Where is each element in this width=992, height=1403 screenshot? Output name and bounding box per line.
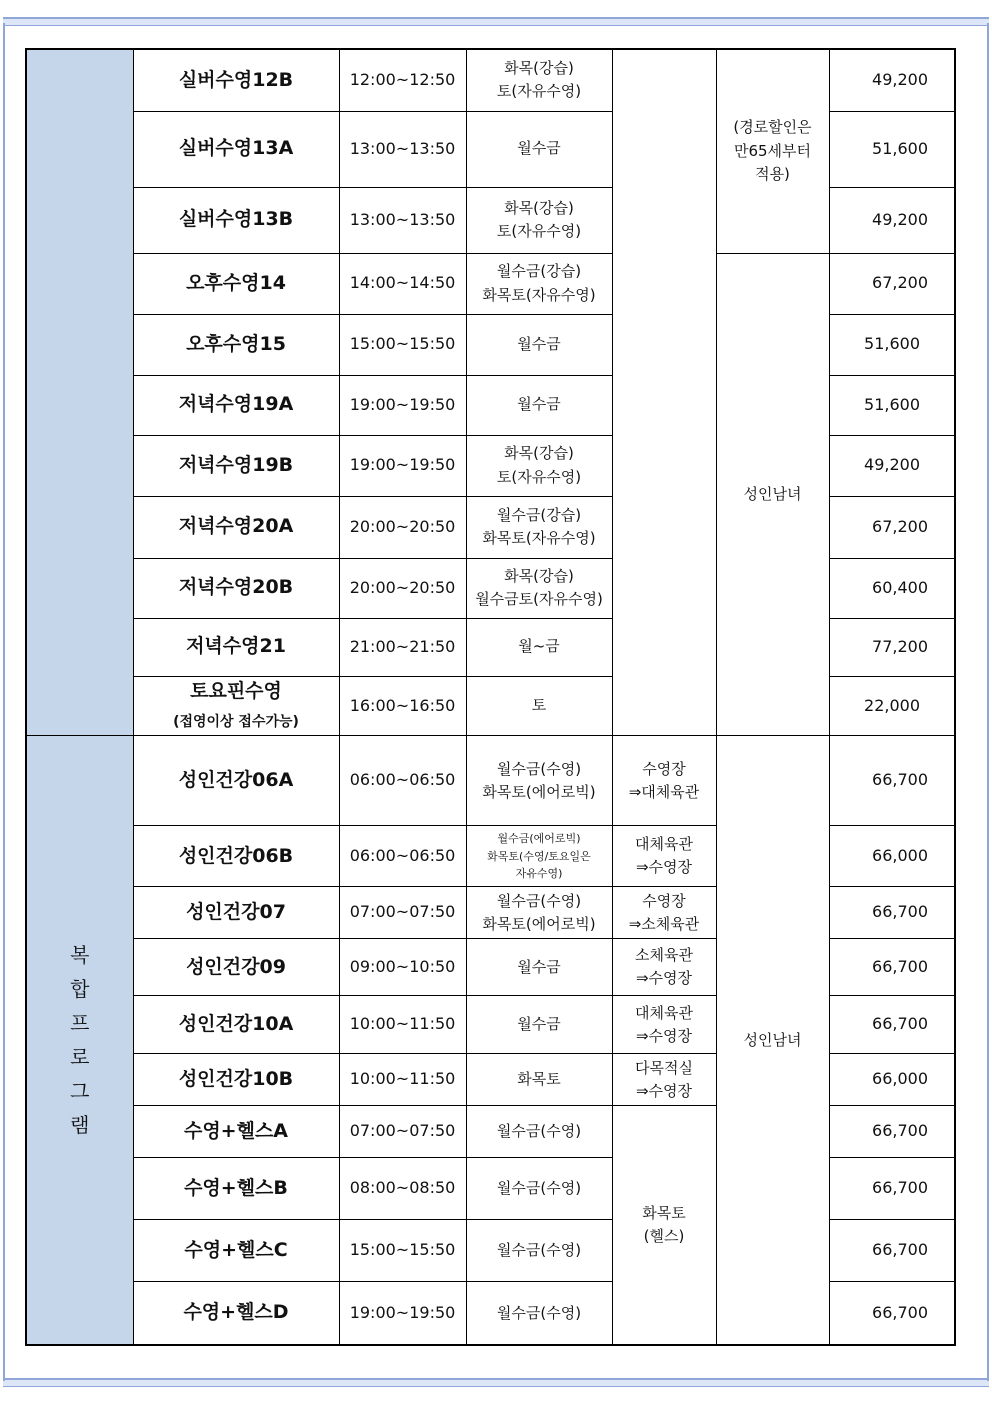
program-name xyxy=(133,1106,339,1158)
note-line: (경로할인은 xyxy=(733,118,812,137)
program-price: 67,200 xyxy=(829,496,955,558)
program-name xyxy=(133,676,339,736)
program-name xyxy=(133,826,339,887)
program-days xyxy=(466,253,612,314)
days-line: 월수금(강습) xyxy=(496,505,582,524)
program-name-text: 수영+헬스D xyxy=(183,1301,289,1324)
program-price: 49,200 xyxy=(829,187,955,253)
program-days xyxy=(466,49,612,111)
program-name xyxy=(133,253,339,314)
program-time: 19:00~19:50 xyxy=(339,375,466,435)
program-name xyxy=(133,1158,339,1220)
program-time: 13:00~13:50 xyxy=(339,111,466,187)
note-line: 적용) xyxy=(755,164,790,183)
program-price: 51,600 xyxy=(829,111,955,187)
place-cell-empty xyxy=(612,49,716,736)
place-line: ⇒수영장 xyxy=(635,1081,693,1100)
program-time: 07:00~07:50 xyxy=(339,887,466,939)
program-price: 77,200 xyxy=(829,618,955,676)
days-line: 월수금(수영) xyxy=(496,1179,582,1198)
program-price: 66,000 xyxy=(829,1054,955,1106)
days-line: 월수금(에어로빅) xyxy=(497,831,581,845)
days-line: 월수금(수영) xyxy=(496,1303,582,1322)
program-time: 20:00~20:50 xyxy=(339,496,466,558)
program-price: 51,600 xyxy=(829,375,955,435)
days-line: 월수금 xyxy=(517,139,561,158)
days-line: 토 xyxy=(531,696,547,715)
days-line: 토(자유수영) xyxy=(496,467,582,486)
program-time: 21:00~21:50 xyxy=(339,618,466,676)
days-line: 자유수영) xyxy=(515,867,563,881)
days-line: 화목(강습) xyxy=(504,566,574,585)
program-price: 66,000 xyxy=(829,826,955,887)
place-line: 화목토 xyxy=(642,1203,686,1222)
days-line: 월수금 xyxy=(517,1015,561,1034)
place-line: 대체육관 xyxy=(635,835,693,854)
program-days xyxy=(466,187,612,253)
program-days xyxy=(466,111,612,187)
health-place-cell xyxy=(612,1106,716,1345)
place-line: ⇒대체육관 xyxy=(628,782,700,801)
program-days xyxy=(466,496,612,558)
program-subnote: (접영이상 접수가능) xyxy=(173,713,299,730)
place-line: ⇒수영장 xyxy=(635,969,693,988)
program-name-text: 성인건강07 xyxy=(186,901,286,924)
days-line: 화목(강습) xyxy=(504,198,574,217)
program-name-text: 저녁수영20B xyxy=(178,576,294,599)
category-combo-cell: 복 합 프 로 그 램 xyxy=(26,736,133,1345)
program-name xyxy=(133,996,339,1054)
program-days xyxy=(466,558,612,618)
program-name-text: 성인건강09 xyxy=(186,955,286,978)
program-time: 15:00~15:50 xyxy=(339,314,466,375)
page-frame-top xyxy=(3,17,989,26)
program-name xyxy=(133,496,339,558)
program-name xyxy=(133,1282,339,1345)
note-line: 만65세부터 xyxy=(733,141,812,160)
program-name-text: 수영+헬스C xyxy=(184,1239,288,1262)
program-name-text: 성인건강10A xyxy=(178,1013,294,1036)
program-name xyxy=(133,558,339,618)
program-days xyxy=(466,1220,612,1282)
program-name xyxy=(133,314,339,375)
program-days xyxy=(466,1158,612,1220)
days-line: 화목(강습) xyxy=(504,444,574,463)
program-time: 06:00~06:50 xyxy=(339,736,466,826)
days-line: 월수금토(자유수영) xyxy=(475,590,603,608)
days-line: 월~금 xyxy=(518,637,560,656)
program-name-text: 실버수영13B xyxy=(178,208,294,231)
program-days xyxy=(466,375,612,435)
days-line: 화목토(수영/토요일은 xyxy=(487,849,591,863)
program-name xyxy=(133,111,339,187)
program-days xyxy=(466,676,612,736)
program-days xyxy=(466,1054,612,1106)
days-line: 화목토(에어로빅) xyxy=(482,782,596,801)
program-time: 09:00~10:50 xyxy=(339,939,466,996)
program-price: 66,700 xyxy=(829,939,955,996)
place-line: (헬스) xyxy=(643,1227,685,1246)
program-price: 66,700 xyxy=(829,736,955,826)
program-days xyxy=(466,996,612,1054)
senior-discount-note xyxy=(716,49,829,253)
program-time: 16:00~16:50 xyxy=(339,676,466,736)
place-line: 수영장 xyxy=(642,759,686,778)
program-name xyxy=(133,49,339,111)
program-price: 66,700 xyxy=(829,1106,955,1158)
program-price: 66,700 xyxy=(829,887,955,939)
program-price: 66,700 xyxy=(829,1158,955,1220)
table-row xyxy=(26,253,955,314)
program-place xyxy=(612,939,716,996)
program-time: 08:00~08:50 xyxy=(339,1158,466,1220)
program-name xyxy=(133,375,339,435)
program-time: 14:00~14:50 xyxy=(339,253,466,314)
program-days xyxy=(466,1106,612,1158)
program-place xyxy=(612,996,716,1054)
days-line: 월수금(수영) xyxy=(496,1122,582,1141)
page-frame-left xyxy=(3,23,5,1381)
place-line: ⇒수영장 xyxy=(635,858,693,877)
days-line: 토(자유수영) xyxy=(496,82,582,101)
days-line: 화목토 xyxy=(517,1070,561,1089)
program-name-text: 토요핀수영 xyxy=(190,679,282,702)
program-days xyxy=(466,736,612,826)
page-frame-right xyxy=(987,23,989,1381)
program-place xyxy=(612,826,716,887)
days-line: 월수금 xyxy=(517,334,561,353)
program-price: 66,700 xyxy=(829,1220,955,1282)
table-row xyxy=(26,736,955,826)
program-price: 51,600 xyxy=(829,314,955,375)
table-row xyxy=(26,49,955,111)
program-name xyxy=(133,939,339,996)
program-name-text: 저녁수영20A xyxy=(178,515,294,538)
place-line: ⇒소체육관 xyxy=(628,914,700,933)
program-time: 10:00~11:50 xyxy=(339,1054,466,1106)
days-line: 월수금(수영) xyxy=(496,891,582,910)
program-price: 60,400 xyxy=(829,558,955,618)
days-line: 월수금 xyxy=(517,395,561,414)
place-line: 수영장 xyxy=(642,891,686,910)
program-name-text: 실버수영12B xyxy=(178,68,294,91)
place-line: 소체육관 xyxy=(635,946,693,965)
program-time: 13:00~13:50 xyxy=(339,187,466,253)
program-time: 07:00~07:50 xyxy=(339,1106,466,1158)
program-days xyxy=(466,939,612,996)
days-line: 화목토(에어로빅) xyxy=(482,914,596,933)
place-line: 대체육관 xyxy=(635,1003,693,1022)
program-name-text: 수영+헬스B xyxy=(184,1177,288,1200)
program-fee-table xyxy=(25,48,956,1346)
program-name xyxy=(133,887,339,939)
days-line: 월수금(강습) xyxy=(496,262,582,281)
program-time: 20:00~20:50 xyxy=(339,558,466,618)
program-name xyxy=(133,1054,339,1106)
days-line: 월수금 xyxy=(517,957,561,976)
program-time: 19:00~19:50 xyxy=(339,1282,466,1345)
program-days xyxy=(466,314,612,375)
program-days xyxy=(466,887,612,939)
days-line: 화목토(자유수영) xyxy=(482,529,596,547)
program-name-text: 실버수영13A xyxy=(178,137,294,160)
program-price: 67,200 xyxy=(829,253,955,314)
program-name xyxy=(133,736,339,826)
program-time: 06:00~06:50 xyxy=(339,826,466,887)
program-name-text: 저녁수영19B xyxy=(178,453,294,476)
category-swim-cell xyxy=(26,49,133,736)
program-days xyxy=(466,618,612,676)
program-price: 49,200 xyxy=(829,435,955,496)
program-name-text: 성인건강06A xyxy=(178,769,294,792)
program-time: 15:00~15:50 xyxy=(339,1220,466,1282)
program-price: 66,700 xyxy=(829,1282,955,1345)
days-line: 토(자유수영) xyxy=(496,222,582,240)
place-line: ⇒수영장 xyxy=(635,1026,693,1045)
program-place xyxy=(612,1054,716,1106)
program-days xyxy=(466,435,612,496)
days-line: 월수금(수영) xyxy=(496,759,582,778)
program-name xyxy=(133,435,339,496)
program-name-text: 성인건강06B xyxy=(178,844,294,867)
program-days xyxy=(466,826,612,887)
page-frame-bottom xyxy=(3,1378,989,1387)
target-adult-cell: 성인남녀 xyxy=(716,253,829,736)
days-line: 화목토(자유수영) xyxy=(482,285,596,304)
days-line: 월수금(수영) xyxy=(496,1241,582,1260)
program-name-text: 성인건강10B xyxy=(178,1068,294,1091)
program-name-text: 오후수영15 xyxy=(186,332,286,355)
days-line: 화목(강습) xyxy=(504,59,574,77)
program-price: 49,200 xyxy=(829,49,955,111)
program-price: 66,700 xyxy=(829,996,955,1054)
program-name-text: 수영+헬스A xyxy=(183,1120,289,1143)
program-name xyxy=(133,618,339,676)
program-time: 19:00~19:50 xyxy=(339,435,466,496)
program-name xyxy=(133,187,339,253)
program-name-text: 저녁수영19A xyxy=(178,393,294,416)
target-adult-cell: 성인남녀 xyxy=(716,736,829,1345)
program-place xyxy=(612,887,716,939)
program-name-text: 오후수영14 xyxy=(186,271,286,294)
program-price: 22,000 xyxy=(829,676,955,736)
program-name xyxy=(133,1220,339,1282)
program-time: 10:00~11:50 xyxy=(339,996,466,1054)
program-name-text: 저녁수영21 xyxy=(186,635,286,658)
program-days xyxy=(466,1282,612,1345)
place-line: 다목적실 xyxy=(635,1058,693,1077)
program-time: 12:00~12:50 xyxy=(339,49,466,111)
program-place xyxy=(612,736,716,826)
